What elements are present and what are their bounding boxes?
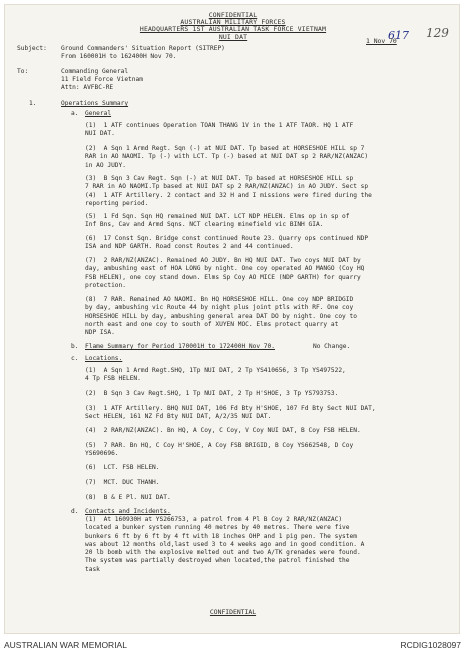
archive-caption-bar bbox=[0, 634, 465, 654]
para-b-letter: b. bbox=[71, 343, 79, 350]
to-line-3: Attn: AVFBC-RE bbox=[61, 84, 114, 91]
handwritten-page-number: 129 bbox=[426, 26, 449, 40]
para-c-letter: c. bbox=[71, 355, 79, 362]
para-b-title: Flame Summary for Period 170001H to 172400H Nov 70. bbox=[85, 343, 275, 350]
para-c-item-5: (5) 7 RAR. Bn HQ, C Coy H'SHOE, A Coy FSB BRIGID, B Coy YS662548, D Coy YS690696. bbox=[85, 442, 354, 458]
para-a-item-7: (7) 2 RAR/NZ(ANZAC). Remained AO JUDY. Bn HQ NUI DAT. Two coys NUI DAT by day, ambushing east of HOA LONG by night. One coy operated AO MANGO (Coy HQ FSB HELEN), one coy stand down. Elms Sp Coy AO MICE (NDP GARTH) for quarry protection. bbox=[85, 257, 365, 289]
subject-label: Subject: bbox=[17, 45, 47, 52]
para-a-item-1: (1) 1 ATF continues Operation TOAN THANG 1V in the 1 ATF TAOR. HQ 1 ATF NUI DAT. bbox=[85, 122, 354, 138]
para-d-text: (1) At 160930H at YS266753, a patrol from 4 Pl B Coy 2 RAR/NZ(ANZAC) located a bunker system running 40 metres by 40 metres. There were five bunkers 6 ft by 6 ft by 4 ft with 18 inches OHP and 1 pig pen. The system was about 12 months old,last used 3 to 4 weeks ago and in good condition. A 20 lb bomb with the explosive melted out and two A/TK grenades were found. The system was partially destroyed when located,the patrol finished the task bbox=[85, 516, 365, 573]
para-a-item-3: (3) B Sqn 3 Cav Regt. Sqn (-) at NUI DAT. Tp based at HORSESHOE HILL sp 7 RAR in AO NAOMI.Tp based at NUI DAT sp 2 RAR/NZ(ANZAC) in AO JUDY. Sect sp (4) 1 ATF Artillery. 2 contact and 32 H and I missions were fired during the reporting period. bbox=[85, 175, 372, 207]
para-c-title: Locations. bbox=[85, 355, 123, 362]
forces-header: AUSTRALIAN MILITARY FORCES bbox=[180, 18, 286, 26]
para-a-title: General bbox=[85, 110, 112, 117]
para-a-item-5: (5) 1 Fd Sqn. Sqn HQ remained NUI DAT. LCT NDP HELEN. Elms op in sp of Inf Bns, Cav and Armd Sqns. NCT clearing minefield vic BINH GIA. bbox=[85, 213, 350, 229]
hq-header: HEADQUARTERS 1ST AUSTRALIAN TASK FORCE VIETNAM bbox=[139, 25, 327, 33]
para-c-item-1: (1) A Sqn 1 Armd Regt.SHQ, 1Tp NUI DAT, 2 Tp YS410656, 3 Tp YS497522, 4 Tp FSB HELEN. bbox=[85, 367, 346, 383]
to-label: To: bbox=[17, 68, 29, 75]
para-a-item-6: (6) 17 Const Sqn. Bridge const continued Route 23. Quarry ops continued NDP ISA and NDP GARTH. Road const Routes 2 and 44 continued. bbox=[85, 235, 369, 251]
para-d-letter: d. bbox=[71, 508, 79, 515]
location-header: NUI DAT bbox=[218, 33, 248, 41]
classification-footer: CONFIDENTIAL bbox=[209, 608, 257, 616]
document-date: 1 Nov 70 bbox=[366, 37, 397, 45]
para-d-title: Contacts and Incidents. bbox=[85, 508, 171, 515]
classification-header: CONFIDENTIAL bbox=[208, 11, 258, 19]
para-b-text: No Change. bbox=[313, 343, 351, 350]
para-c-item-7: (7) MCT. DUC THANH. bbox=[85, 479, 160, 486]
handwritten-folio-number: 617 bbox=[388, 29, 409, 42]
archive-name: AUSTRALIAN WAR MEMORIAL bbox=[4, 640, 127, 650]
para-c-item-3: (3) 1 ATF Artillery. BHQ NUI DAT, 106 Fd Bty H'SHOE, 107 Fd Bty Sect NUI DAT, Sect HELEN, 161 NZ Fd Bty NUI DAT, A/2/35 NUI DAT. bbox=[85, 405, 376, 421]
para-c-item-6: (6) LCT. FSB HELEN. bbox=[85, 464, 160, 471]
archive-record-id: RCDIG1028097 bbox=[400, 640, 461, 650]
to-line-1: Commanding General bbox=[61, 68, 129, 75]
para-a-letter: a. bbox=[71, 110, 79, 117]
section-1-number: 1. bbox=[29, 100, 37, 107]
subject-line-2: From 160001H to 162400H Nov 70. bbox=[61, 53, 177, 60]
para-a-item-8: (8) 7 RAR. Remained AO NAOMI. Bn HQ HORSESHOE HILL. One coy NDP BRIDGID by day, ambushing vic Route 44 by night plus joint ptls with RF. One coy HORSESHOE HILL by day, ambushing general area DAT DO by night. One coy to north east and one coy to south of XUYEN MOC. Elms protect quarry at NDP ISA. bbox=[85, 296, 357, 337]
to-line-2: 11 Field Force Vietnam bbox=[61, 76, 143, 83]
para-c-item-4: (4) 2 RAR/NZ(ANZAC). Bn HQ, A Coy, C Coy, V Coy NUI DAT, B Coy FSB HELEN. bbox=[85, 427, 361, 434]
para-a-item-2: (2) A Sqn 1 Armd Regt. Sqn (-) at NUI DAT. Tp based at HORSESHOE HILL sp 7 RAR in AO NAOMI. Tp (-) with LCT. Tp (-) based at NUI DAT sp 2 RAR/NZ(ANZAC) in AO JUDY. bbox=[85, 145, 369, 169]
section-1-title: Operations Summary bbox=[61, 100, 129, 107]
para-c-item-2: (2) B Sqn 3 Cav Regt.SHQ, 1 Tp NUI DAT, 2 Tp H'SHOE, 3 Tp YS793753. bbox=[85, 390, 339, 397]
subject-line-1: Ground Commanders' Situation Report (SITREP) bbox=[61, 45, 225, 52]
document-page bbox=[4, 4, 460, 634]
para-c-item-8: (8) B & E Pl. NUI DAT. bbox=[85, 494, 171, 501]
